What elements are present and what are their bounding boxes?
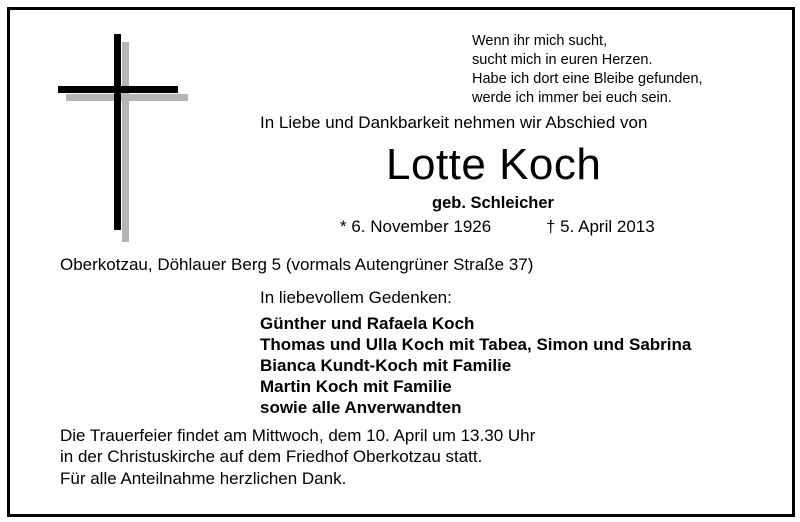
address: Oberkotzau, Döhlauer Berg 5 (vormals Autengrüner Straße 37): [60, 255, 534, 274]
poem-line: Habe ich dort eine Bleibe gefunden,: [472, 71, 703, 87]
memory-heading: In liebevollem Gedenken:: [260, 288, 452, 307]
maiden-name: geb. Schleicher: [432, 194, 554, 212]
mourner-line: sowie alle Anverwandten: [260, 398, 462, 417]
mourner-line: Martin Koch mit Familie: [260, 377, 452, 396]
death-date: † 5. April 2013: [546, 217, 655, 236]
poem-line: werde ich immer bei euch sein.: [472, 90, 672, 106]
mourner-line: Thomas und Ulla Koch mit Tabea, Simon und Sabrina: [260, 335, 692, 354]
mourner-line: Bianca Kundt-Koch mit Familie: [260, 356, 512, 375]
deceased-name: Lotte Koch: [386, 140, 602, 189]
poem-line: Wenn ihr mich sucht,: [472, 33, 608, 49]
poem-line: sucht mich in euren Herzen.: [472, 52, 653, 68]
cross-icon: [58, 34, 188, 244]
mourner-line: Günther und Rafaela Koch: [260, 314, 475, 333]
funeral-line: in der Christuskirche auf dem Friedhof Oberkotzau statt.: [60, 447, 483, 466]
poem-verse: [472, 32, 703, 108]
funeral-info: [60, 425, 535, 467]
mourners-list: [260, 313, 691, 418]
thanks-text: Für alle Anteilnahme herzlichen Dank.: [60, 469, 347, 488]
intro-text: In Liebe und Dankbarkeit nehmen wir Abschied von: [260, 113, 648, 132]
birth-date: * 6. November 1926: [340, 217, 492, 236]
funeral-line: Die Trauerfeier findet am Mittwoch, dem 10. April um 13.30 Uhr: [60, 426, 536, 445]
